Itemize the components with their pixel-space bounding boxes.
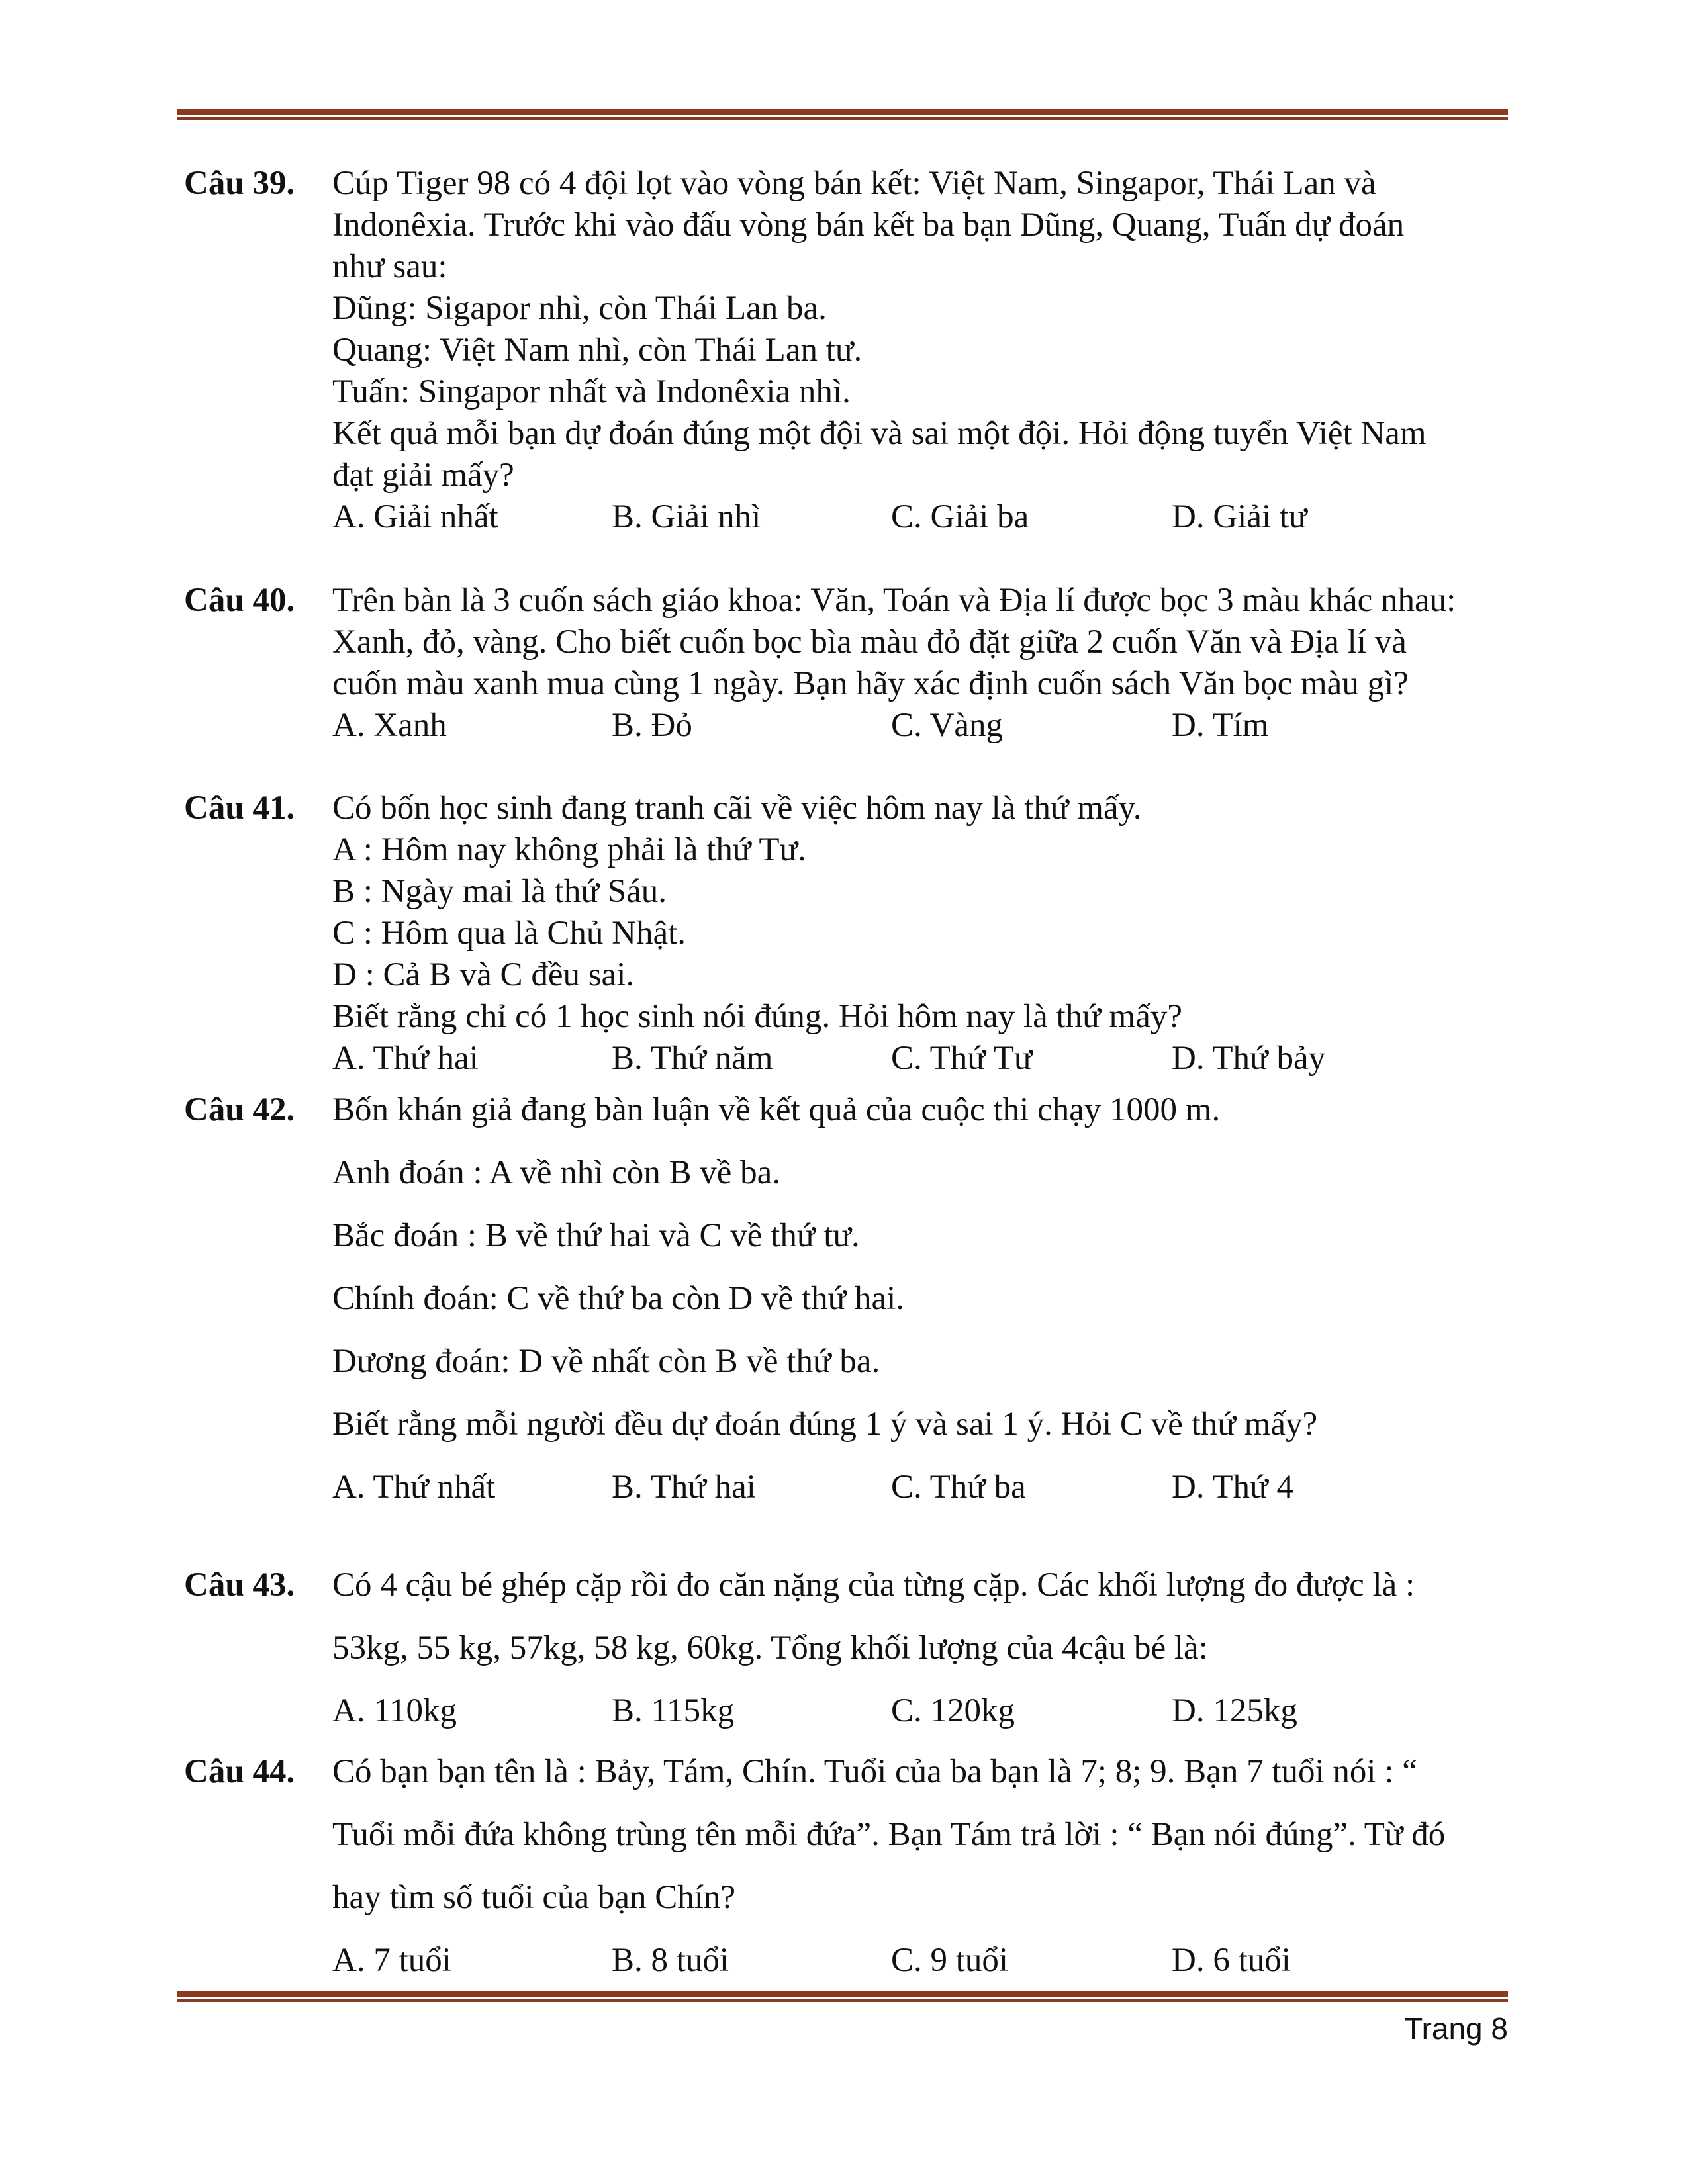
- option-d: D. Thứ bảy: [1172, 1040, 1326, 1077]
- question-line: C : Hôm qua là Chủ Nhật.: [332, 915, 686, 952]
- option-a: A. 7 tuổi: [332, 1942, 451, 1979]
- option-c: C. 9 tuổi: [891, 1942, 1009, 1979]
- option-a: A. Thứ hai: [332, 1040, 479, 1077]
- answer-options: [332, 705, 1511, 744]
- question-line: B : Ngày mai là thứ Sáu.: [332, 873, 667, 910]
- question-line: Có bốn học sinh đang tranh cãi về việc hôm nay là thứ mấy.: [332, 790, 1142, 827]
- option-b: B. 8 tuổi: [612, 1942, 729, 1979]
- option-c: C. Thứ Tư: [891, 1040, 1033, 1077]
- question-body: [332, 1554, 1511, 1729]
- option-d: D. Giải tư: [1172, 498, 1307, 535]
- answer-options: [332, 496, 1511, 535]
- page-number: Trang 8: [1404, 2011, 1508, 2046]
- option-b: B. 115kg: [612, 1692, 735, 1729]
- question-line: Có 4 cậu bé ghép cặp rồi đo căn nặng của từng cặp. Các khối lượng đo được là :: [332, 1567, 1415, 1604]
- question-line: Biết rằng mỗi người đều dự đoán đúng 1 ý và sai 1 ý. Hỏi C về thứ mấy?: [332, 1406, 1318, 1443]
- question-line: Cúp Tiger 98 có 4 đội lọt vào vòng bán kết: Việt Nam, Singapor, Thái Lan và: [332, 165, 1376, 202]
- option-c: C. Thứ ba: [891, 1469, 1026, 1506]
- top-rule: [177, 109, 1508, 120]
- question-body: [332, 163, 1511, 535]
- question-line: Trên bàn là 3 cuốn sách giáo khoa: Văn, Toán và Địa lí được bọc 3 màu khác nhau:: [332, 582, 1456, 619]
- question-line: Có bạn bạn tên là : Bảy, Tám, Chín. Tuổi của ba bạn là 7; 8; 9. Bạn 7 tuổi nói : “: [332, 1753, 1417, 1790]
- question-line: Dũng: Sigapor nhì, còn Thái Lan ba.: [332, 290, 827, 327]
- question-line: Dương đoán: D về nhất còn B về thứ ba.: [332, 1343, 880, 1380]
- answer-options: [332, 1929, 1511, 1979]
- question-number: Câu 39.: [184, 165, 295, 202]
- question-number: Câu 44.: [184, 1753, 295, 1790]
- option-b: B. Thứ hai: [612, 1469, 756, 1506]
- question-line: Tuấn: Singapor nhất và Indonêxia nhì.: [332, 373, 851, 410]
- question-number: Câu 40.: [184, 582, 295, 619]
- question-line: D : Cả B và C đều sai.: [332, 956, 635, 993]
- option-a: A. Giải nhất: [332, 498, 498, 535]
- answer-options: [332, 1680, 1511, 1729]
- question-line: Quang: Việt Nam nhì, còn Thái Lan tư.: [332, 332, 863, 369]
- bottom-rule: [177, 1991, 1508, 2002]
- option-b: B. Giải nhì: [612, 498, 761, 535]
- question-line: hay tìm số tuổi của bạn Chín?: [332, 1879, 736, 1916]
- question-line: như sau:: [332, 248, 447, 285]
- option-c: C. Giải ba: [891, 498, 1029, 535]
- option-b: B. Thứ năm: [612, 1040, 773, 1077]
- question-line: Anh đoán : A về nhì còn B về ba.: [332, 1154, 781, 1191]
- question-body: [332, 1741, 1511, 1979]
- option-c: C. Vàng: [891, 707, 1004, 744]
- question-line: Chính đoán: C về thứ ba còn D về thứ hai.: [332, 1280, 905, 1317]
- question-line: Bốn khán giả đang bàn luận về kết quả của cuộc thi chạy 1000 m.: [332, 1091, 1221, 1128]
- option-d: D. 6 tuổi: [1172, 1942, 1291, 1979]
- question-line: Bắc đoán : B về thứ hai và C về thứ tư.: [332, 1217, 860, 1254]
- answer-options: [332, 1038, 1511, 1077]
- question-line: cuốn màu xanh mua cùng 1 ngày. Bạn hãy xác định cuốn sách Văn bọc màu gì?: [332, 665, 1409, 702]
- question-line: Xanh, đỏ, vàng. Cho biết cuốn bọc bìa màu đỏ đặt giữa 2 cuốn Văn và Địa lí và: [332, 623, 1407, 660]
- option-b: B. Đỏ: [612, 707, 692, 744]
- option-a: A. Xanh: [332, 707, 447, 744]
- question-line: A : Hôm nay không phải là thứ Tư.: [332, 831, 806, 868]
- option-d: D. Thứ 4: [1172, 1469, 1293, 1506]
- question-body: [332, 1079, 1511, 1506]
- question-body: [332, 788, 1511, 1077]
- question-line: đạt giải mấy?: [332, 457, 514, 494]
- question-line: Biết rằng chỉ có 1 học sinh nói đúng. Hỏi hôm nay là thứ mấy?: [332, 998, 1182, 1035]
- question-number: Câu 42.: [184, 1091, 295, 1128]
- option-a: A. 110kg: [332, 1692, 457, 1729]
- option-a: A. Thứ nhất: [332, 1469, 496, 1506]
- option-d: D. Tím: [1172, 707, 1269, 744]
- answer-options: [332, 1456, 1511, 1506]
- question-number: Câu 43.: [184, 1567, 295, 1604]
- option-d: D. 125kg: [1172, 1692, 1297, 1729]
- question-line: Tuổi mỗi đứa không trùng tên mỗi đứa”. Bạn Tám trả lời : “ Bạn nói đúng”. Từ đó: [332, 1816, 1446, 1853]
- question-line: Kết quả mỗi bạn dự đoán đúng một đội và sai một đội. Hỏi động tuyển Việt Nam: [332, 415, 1427, 452]
- question-line: 53kg, 55 kg, 57kg, 58 kg, 60kg. Tổng khối lượng của 4cậu bé là:: [332, 1629, 1208, 1666]
- question-line: Indonêxia. Trước khi vào đấu vòng bán kết ba bạn Dũng, Quang, Tuấn dự đoán: [332, 206, 1405, 244]
- option-c: C. 120kg: [891, 1692, 1015, 1729]
- question-body: [332, 580, 1511, 744]
- question-number: Câu 41.: [184, 790, 295, 827]
